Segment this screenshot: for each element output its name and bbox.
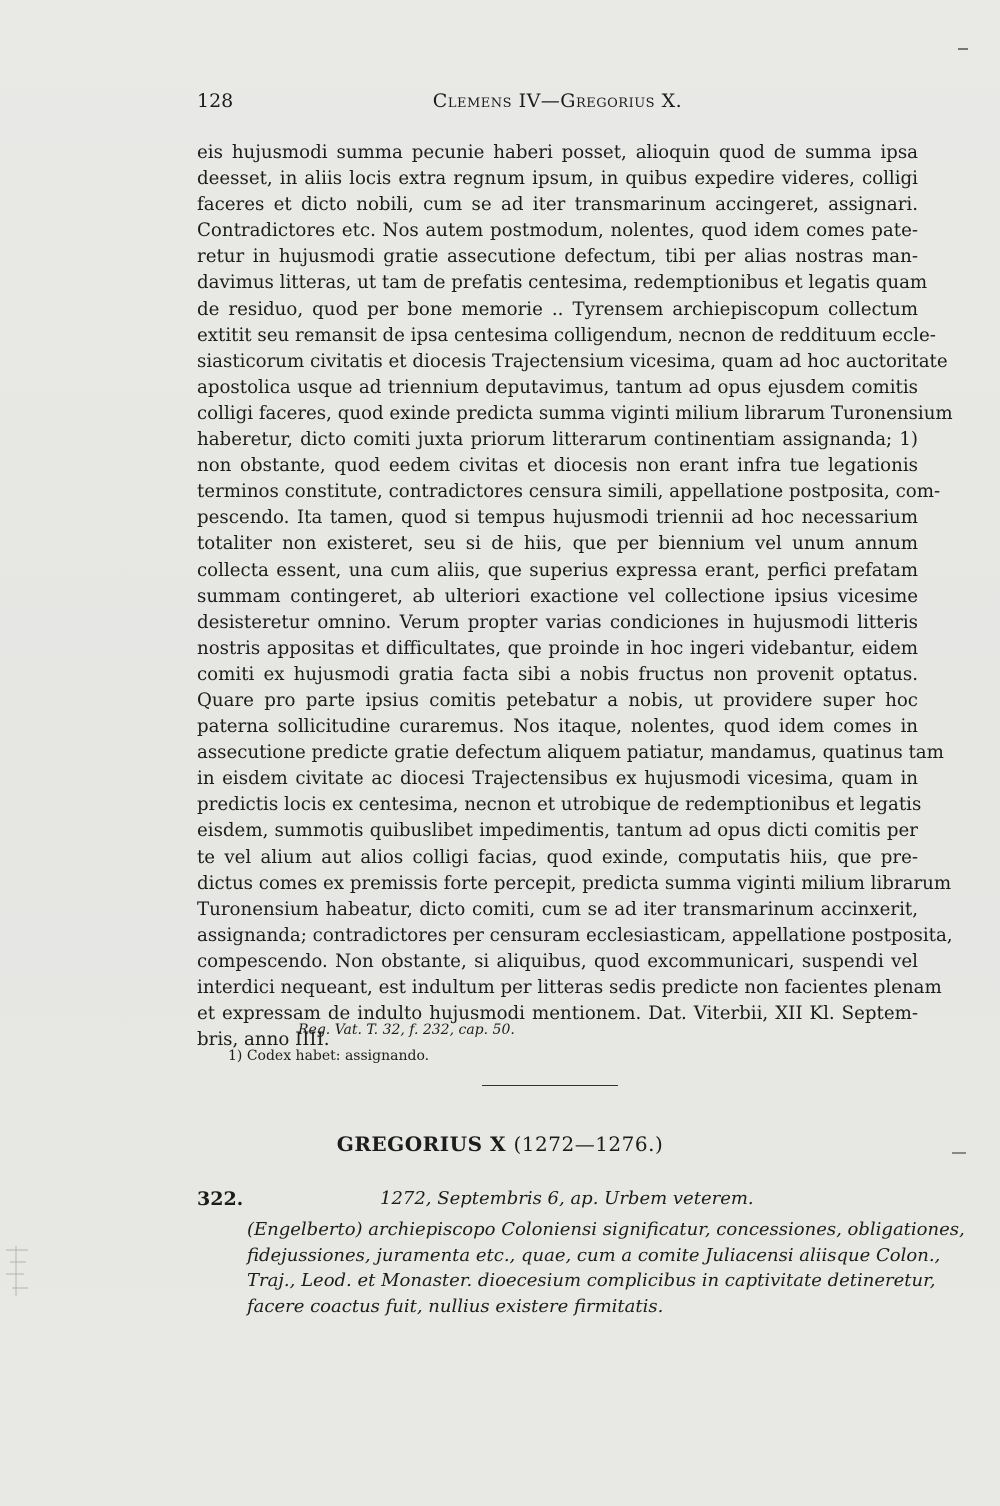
text-line: extitit seu remansit de ipsa centesima colligendum, necnon de reddituum eccle- — [197, 324, 936, 346]
text-line: non obstante, quod eedem civitas et diocesis non erant infra tue legationis — [197, 455, 918, 477]
text-line: de residuo, quod per bone memorie .. Tyrensem archiepiscopum collectum — [197, 298, 918, 320]
document-number: 322. — [197, 1188, 244, 1210]
running-title: Clemens IV—Gregorius X. — [432, 90, 683, 112]
edge-mark — [958, 48, 968, 50]
summary-line: facere coactus fuit, nullius existere firmitatis. — [247, 1295, 664, 1317]
text-line: faceres et dicto nobili, cum se ad iter transmarinum accingeret, assignari. — [197, 194, 918, 216]
text-line: nostris appositas et difficultates, que proinde in hoc ingeri videbantur, eidem — [197, 637, 918, 659]
text-line: totaliter non existeret, seu si de hiis, que per biennium vel unum annum — [197, 533, 918, 555]
text-line: Turonensium habeatur, dicto comiti, cum se ad iter transmarinum accinxerit, — [197, 898, 918, 920]
page-number: 128 — [197, 90, 234, 112]
text-line: Quare pro parte ipsius comitis petebatur a nobis, ut providere super hoc — [197, 689, 918, 711]
summary-line: fidejussiones, juramenta etc., quae, cum a comite Juliacensi aliisque Colon., — [247, 1244, 941, 1266]
source-reference: Reg. Vat. T. 32, f. 232, cap. 50. — [298, 1022, 515, 1038]
text-line: compescendo. Non obstante, si aliquibus, quod excommunicari, suspendi vel — [197, 950, 918, 972]
text-line: summam contingeret, ab ulteriori exactione vel collectione ipsius vicesime — [197, 585, 918, 607]
text-line: eisdem, summotis quibuslibet impedimentis, tantum ad opus dicti comitis per — [197, 820, 918, 842]
text-line: interdici nequeant, est indultum per litteras sedis predicte non facientes plenam — [197, 977, 942, 998]
letter-body-text — [197, 140, 953, 1053]
section-heading — [0, 1132, 1000, 1156]
page-header — [197, 90, 918, 120]
text-line: haberetur, dicto comiti juxta priorum litterarum continentiam assignanda; 1) — [197, 429, 918, 451]
text-line: davimus litteras, ut tam de prefatis centesima, redemptionibus et legatis quam — [197, 272, 928, 294]
text-line: et expressam de indulto hujusmodi mentionem. Dat. Viterbii, XII Kl. Septem- — [197, 1003, 918, 1025]
margin-bleed-mark — [2, 1244, 32, 1304]
text-line: collecta essent, una cum aliis, que superius expressa erant, perfici prefatam — [197, 559, 918, 581]
summary-line: Traj., Leod. et Monaster. dioecesium complicibus in captivitate detineretur, — [247, 1270, 936, 1291]
text-line: terminos constitute, contradictores censura simili, appellatione postposita, com- — [197, 481, 941, 503]
text-line: predictis locis ex centesima, necnon et utrobique de redemptionibus et legatis — [197, 794, 922, 816]
document-date: 1272, Septembris 6, ap. Urbem veterem. — [380, 1188, 754, 1209]
document-summary — [247, 1217, 965, 1319]
text-line: colligi faceres, quod exinde predicta summa viginti milium librarum Turonensium — [197, 402, 953, 424]
text-line: apostolica usque ad triennium deputavimus, tantum ad opus ejusdem comitis — [197, 376, 918, 398]
text-line: comiti ex hujusmodi gratia facta sibi a nobis fructus non provenit optatus. — [197, 663, 918, 685]
footnote: 1) Codex habet: assignando. — [228, 1048, 430, 1064]
text-line: eis hujusmodi summa pecunie haberi posset, alioquin quod de summa ipsa — [197, 142, 918, 163]
text-line: siasticorum civitatis et diocesis Trajectensium vicesima, quam ad hoc auctoritate — [197, 350, 948, 372]
text-line: paterna sollicitudine curaremus. Nos itaque, nolentes, quod idem comes in — [197, 716, 918, 738]
text-line: deesset, in aliis locis extra regnum ipsum, in quibus expedire videres, colligi — [197, 168, 918, 190]
section-dates: (1272—1276.) — [513, 1132, 664, 1156]
text-line: bris, anno IIII. — [197, 1029, 330, 1051]
text-line: assecutione predicte gratie defectum aliquem patiatur, mandamus, quatinus tam — [197, 742, 944, 764]
text-line: desisteretur omnino. Verum propter varias condiciones in hujusmodi litteris — [197, 611, 918, 633]
summary-line: (Engelberto) archiepiscopo Coloniensi significatur, concessiones, obligationes, — [247, 1219, 965, 1240]
text-line: assignanda; contradictores per censuram ecclesiasticam, appellatione postposita, — [197, 924, 953, 946]
text-line: te vel alium aut alios colligi facias, quod exinde, computatis hiis, que pre- — [197, 846, 918, 868]
text-line: pescendo. Ita tamen, quod si tempus hujusmodi triennii ad hoc necessarium — [197, 507, 918, 529]
section-title: GREGORIUS X — [336, 1132, 507, 1156]
text-line: retur in hujusmodi gratie assecutione defectum, tibi per alias nostras man- — [197, 246, 918, 268]
section-divider — [482, 1085, 618, 1086]
text-line: dictus comes ex premissis forte percepit, predicta summa viginti milium librarum — [197, 872, 952, 894]
text-line: Contradictores etc. Nos autem postmodum, nolentes, quod idem comes pate- — [197, 220, 918, 242]
text-line: in eisdem civitate ac diocesi Trajectensibus ex hujusmodi vicesima, quam in — [197, 768, 918, 790]
